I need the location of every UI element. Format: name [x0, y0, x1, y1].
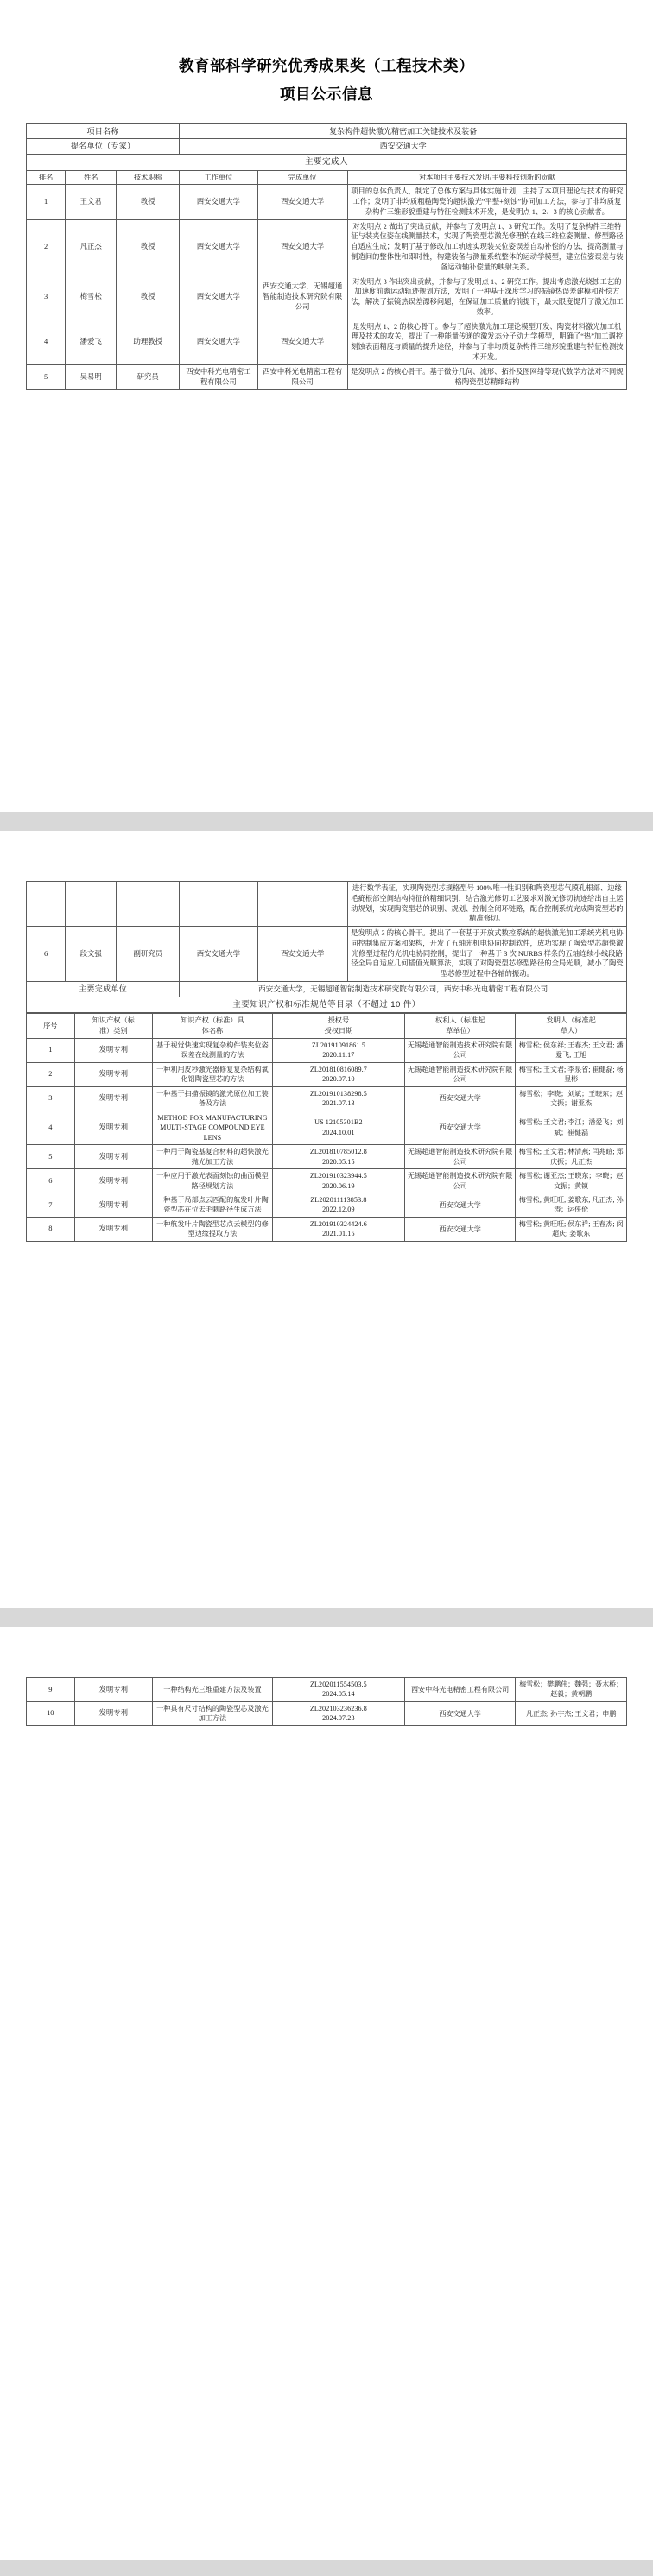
contributor-row [27, 320, 627, 364]
col-completion-unit: 完成单位 [257, 170, 347, 185]
contributor-rank: 5 [27, 364, 66, 389]
contributor-name: 凡正杰 [66, 219, 117, 275]
ip-inventors: 梅雪松; 王文君; 李泉省; 崔健磊; 杨显彬 [516, 1062, 627, 1086]
ip-grant-date: 2024.10.01 [322, 1128, 355, 1136]
contributor-work-unit: 西安交通大学 [180, 185, 257, 219]
ip-name: METHOD FOR MANUFACTURING MULTI-STAGE COMPOUND EYE LENS [152, 1111, 272, 1144]
contributor-work-unit: 西安交通大学 [180, 320, 257, 364]
contributor-row [27, 219, 627, 275]
contributor-contribution: 是发明点 1、2 的核心骨干。参与了超快激光加工理论模型开发、陶瓷材料激光加工机理及技术的攻关，提出了一种能量传递的激发态分子动力学模型，明确了“热”加工调控刻蚀表面精度与质量的提升途径，并参与了非均质复杂构件三维形貌重建与特征检测技术开发。 [347, 320, 626, 364]
ip-grant-no: ZL201910324424.6 [309, 1219, 367, 1228]
nominator-value: 西安交通大学 [180, 139, 627, 155]
contributor-title: 教授 [117, 219, 180, 275]
ip-col-inventors [516, 1014, 627, 1038]
nominator-row [27, 139, 627, 155]
ip-section-heading: 主要知识产权和标准规范等目录（不超过 10 件） [27, 997, 627, 1013]
ip-grant [272, 1678, 404, 1702]
contributor-contribution-continued: 进行数学表征，实现陶瓷型芯规格型号 100%唯一性识别和陶瓷型芯气膜孔根部、边缘毛疵根部空间结构特征的精细识别，结合激光修切工艺要求对激光修切轨迹给出自主运动规划，实现陶瓷型芯的识别、规划、控制全闭环链路，配合控制系统完成陶瓷型芯的精准修切。 [347, 882, 626, 927]
ip-category: 发明专利 [74, 1701, 152, 1725]
ip-grant-date: 2020.05.15 [322, 1157, 355, 1166]
ip-col-grant [272, 1014, 404, 1038]
ip-no: 7 [27, 1193, 75, 1217]
ip-column-header-row [27, 1014, 627, 1038]
contributor-completion-unit: 西安交通大学 [257, 320, 347, 364]
page-3 [0, 1627, 653, 2560]
contributors-heading: 主要完成人 [27, 155, 627, 171]
ip-row [27, 1145, 627, 1169]
project-name-value: 复杂构件超快激光精密加工关键技术及装备 [180, 123, 627, 139]
ip-no: 4 [27, 1111, 75, 1144]
ip-grant [272, 1038, 404, 1062]
contributor-contribution: 对发明点 3 作出突出贡献，并参与了发明点 1、2 研究工作。提出考虑激光烧蚀工艺的加速度前瞻运动轨迹规划方法，发明了一种基于深度学习的振镜热误差建模和补偿方法，解决了振镜热误差漂移问题，在保证加工质量的前提下，最大限度提升了激光加工效率。 [347, 275, 626, 320]
ip-inventors: 梅雪松；樊鹏伟；魏强；聂木桥；赵毅；黄朝鹏 [516, 1678, 627, 1702]
ip-table-part1 [26, 1013, 627, 1242]
contributor-completion-unit: 西安交通大学，无锡超通智能制造技术研究院有限公司 [257, 275, 347, 320]
contributor-rank: 3 [27, 275, 66, 320]
ip-category: 发明专利 [74, 1678, 152, 1702]
ip-category: 发明专利 [74, 1193, 152, 1217]
ip-col-holder [404, 1014, 516, 1038]
ip-inventors: 梅雪松; 谢亚杰; 王晓东；李晓；赵文振；黄镇 [516, 1169, 627, 1193]
ip-col-category-l2: 准）类别 [98, 1027, 128, 1035]
document-title-line1: 教育部科学研究优秀成果奖（工程技术类） [179, 57, 474, 74]
contributor-title: 副研究员 [117, 927, 180, 982]
ip-holder: 无锡超通智能制造技术研究院有限公司 [404, 1062, 516, 1086]
ip-holder: 西安交通大学 [404, 1086, 516, 1111]
contributor-contribution: 对发明点 2 做出了突出贡献，并参与了发明点 1、3 研究工作。发明了复杂构件三维特征与装夹位姿在线测量技术，实现了陶瓷型芯激光修理的在线三维位姿测量、修型路径自适应生成；发明了基于修改加工轨迹实现装夹位姿误差自动补偿的方法，提高测量与制造间的整体性和即时性，构建装备与测量系统整体的运动学模型，建立位姿误差与装备运动轴补偿量的映射关系。 [347, 219, 626, 275]
ip-name: 一种用于陶瓷基复合材料的超快激光抛光加工方法 [152, 1145, 272, 1169]
ip-name: 一种结构光三维重建方法及装置 [152, 1678, 272, 1702]
ip-name: 一种基于局部点云匹配的航发叶片陶瓷型芯在位去毛刺路径生成方法 [152, 1193, 272, 1217]
ip-inventors: 凡正杰; 孙宇杰; 王文君；申鹏 [516, 1701, 627, 1725]
col-rank: 排名 [27, 170, 66, 185]
contributor-work-unit: 西安中科光电精密工程有限公司 [180, 364, 257, 389]
document-title-line2: 项目公示信息 [280, 85, 373, 104]
ip-grant-no: US 12105301B2 [314, 1118, 363, 1127]
col-title: 技术职称 [117, 170, 180, 185]
contributor-name: 梅雪松 [66, 275, 117, 320]
ip-grant [272, 1145, 404, 1169]
ip-grant-no: ZL201810785012.8 [309, 1148, 367, 1156]
ip-row [27, 1169, 627, 1193]
contributor-work-unit: 西安交通大学 [180, 927, 257, 982]
contributors-continued-and-ip-table [26, 881, 627, 1013]
contributor-row-continued [27, 882, 627, 927]
ip-category: 发明专利 [74, 1169, 152, 1193]
contributor-rank: 2 [27, 219, 66, 275]
completion-units-label: 主要完成单位 [27, 982, 180, 997]
ip-grant-date: 2021.07.13 [322, 1099, 355, 1108]
ip-grant [272, 1217, 404, 1241]
contributor-contribution: 是发明点 2 的核心骨干。基于微分几何、流形、拓扑及图网络等现代数学方法对不同规格陶瓷型芯精细结构 [347, 364, 626, 389]
col-work-unit: 工作单位 [180, 170, 257, 185]
contributor-name: 潘爱飞 [66, 320, 117, 364]
ip-col-inventors-l1: 发明人（标准起 [546, 1016, 596, 1025]
contributor-work-unit: 西安交通大学 [180, 275, 257, 320]
page-gap [0, 812, 653, 831]
ip-col-name-l2: 体名称 [201, 1027, 224, 1035]
ip-no: 9 [27, 1678, 75, 1702]
ip-row [27, 1678, 627, 1702]
ip-row [27, 1111, 627, 1144]
ip-heading-row [27, 997, 627, 1013]
contributor-name: 王文君 [66, 185, 117, 219]
contributor-row [27, 364, 627, 389]
ip-grant-no: ZL201910323944.5 [309, 1172, 367, 1180]
page-gap [0, 1608, 653, 1627]
ip-grant [272, 1086, 404, 1111]
ip-row [27, 1062, 627, 1086]
ip-grant [272, 1062, 404, 1086]
ip-inventors: 梅雪松; 黄旺旺; 侯东祥; 王春杰; 闵超庆; 姜歌东 [516, 1217, 627, 1241]
ip-table-part2 [26, 1677, 627, 1726]
project-info-and-contributors-table [26, 123, 627, 390]
contributor-completion-unit: 西安交通大学 [257, 927, 347, 982]
ip-holder: 西安交通大学 [404, 1701, 516, 1725]
ip-grant-date: 2024.07.23 [322, 1714, 355, 1723]
contributor-title: 助理教授 [117, 320, 180, 364]
ip-grant-date: 2021.01.15 [322, 1230, 355, 1238]
contributor-row [27, 927, 627, 982]
ip-grant [272, 1701, 404, 1725]
contributor-rank: 1 [27, 185, 66, 219]
contributor-row [27, 185, 627, 219]
ip-inventors: 梅雪松; 黄旺旺; 姜歌东; 凡正杰; 孙涛；运侠伦 [516, 1193, 627, 1217]
contributor-contribution: 是发明点 3 的核心骨干。提出了一套基于开放式数控系统的超快激光加工系统光机电协同控制集成方案和架构，开发了五轴光机电协同控制软件，成功实现了陶瓷型芯超快激光修型过程的光机电协同控制，提出了一种基于 3 次 NURBS 样条的五轴连续小线段路径全局自适应几何插值光顺算法，实现了对陶瓷型芯修型路径的全局光顺，减小了陶瓷型芯修型过程中各轴的振动。 [347, 927, 626, 982]
ip-col-category-l1: 知识产权（标 [92, 1016, 135, 1025]
contributor-contribution: 项目的总体负责人，制定了总体方案与具体实施计划，主持了本项目理论与技术的研究工作；发明了非均质粗糙陶瓷的超快激光“平整+刻蚀”协同加工方法，参与了非均质复杂构件三维形貌重建与特征检测技术开发，是发明点 1、2、3 的核心贡献者。 [347, 185, 626, 219]
page-2-top-margin [26, 831, 627, 881]
contributor-completion-unit: 西安中科光电精密工程有限公司 [257, 364, 347, 389]
completion-units-value: 西安交通大学，无锡超通智能制造技术研究院有限公司，西安中科光电精密工程有限公司 [180, 982, 627, 997]
contributor-name: 段文强 [66, 927, 117, 982]
ip-grant-no: ZL201910138298.5 [309, 1089, 367, 1098]
ip-category: 发明专利 [74, 1145, 152, 1169]
ip-grant-no: ZL201810816089.7 [309, 1065, 367, 1073]
contributors-column-header-row [27, 170, 627, 185]
ip-no: 1 [27, 1038, 75, 1062]
ip-row [27, 1217, 627, 1241]
ip-name: 基于视觉快速实现复杂构件装夹位姿误差在线测量的方法 [152, 1038, 272, 1062]
ip-grant-date: 2020.06.19 [322, 1181, 355, 1190]
contributor-rank: 4 [27, 320, 66, 364]
ip-col-category [74, 1014, 152, 1038]
page-3-top-margin [26, 1627, 627, 1677]
ip-grant [272, 1169, 404, 1193]
ip-category: 发明专利 [74, 1062, 152, 1086]
page-2 [0, 831, 653, 1608]
project-name-label: 项目名称 [27, 123, 180, 139]
contributors-heading-row [27, 155, 627, 171]
ip-category: 发明专利 [74, 1217, 152, 1241]
ip-col-name [152, 1014, 272, 1038]
ip-inventors: 梅雪松；李晓；刘斌；王晓东；赵文振；谢亚杰 [516, 1086, 627, 1111]
contributor-title: 研究员 [117, 364, 180, 389]
ip-inventors: 梅雪松; 王文君; 李江；潘爱飞；刘斌；崔健磊 [516, 1111, 627, 1144]
ip-grant-no: ZL202103236236.8 [309, 1704, 367, 1712]
ip-col-grant-no: 授权号 [327, 1016, 350, 1025]
contributor-rank: 6 [27, 927, 66, 982]
empty-name [66, 882, 117, 927]
contributor-row [27, 275, 627, 320]
ip-name: 一种基于扫描振镜的激光原位加工装备及方法 [152, 1086, 272, 1111]
ip-no: 6 [27, 1169, 75, 1193]
ip-row [27, 1193, 627, 1217]
ip-row [27, 1038, 627, 1062]
page-1 [0, 0, 653, 812]
ip-col-grant-date: 授权日期 [324, 1027, 353, 1035]
ip-grant-date: 2024.05.14 [322, 1690, 355, 1699]
col-name: 姓名 [66, 170, 117, 185]
ip-no: 10 [27, 1701, 75, 1725]
ip-grant-date: 2020.11.17 [322, 1051, 355, 1060]
empty-completion-unit [257, 882, 347, 927]
contributor-completion-unit: 西安交通大学 [257, 185, 347, 219]
completion-units-row [27, 982, 627, 997]
ip-col-inventors-l2: 草人） [560, 1027, 582, 1035]
ip-grant-date: 2022.12.09 [322, 1206, 355, 1214]
ip-grant-no: ZL202011113853.8 [310, 1195, 367, 1204]
ip-grant-date: 2020.07.10 [322, 1075, 355, 1084]
ip-grant [272, 1111, 404, 1144]
ip-grant [272, 1193, 404, 1217]
ip-col-name-l1: 知识产权（标准）具 [181, 1016, 244, 1025]
ip-no: 8 [27, 1217, 75, 1241]
ip-holder: 西安交通大学 [404, 1217, 516, 1241]
empty-work-unit [180, 882, 257, 927]
ip-name: 一种利用皮秒激光器修复复杂结构氧化铝陶瓷型芯的方法 [152, 1062, 272, 1086]
ip-name: 一种应用于激光表面刻蚀的曲面模型路径规划方法 [152, 1169, 272, 1193]
ip-name: 一种航发叶片陶瓷型芯点云模型的修型边缘提取方法 [152, 1217, 272, 1241]
col-contribution: 对本项目主要技术发明/主要科技创新的贡献 [347, 170, 626, 185]
ip-row [27, 1086, 627, 1111]
ip-col-holder-l2: 草单位） [446, 1027, 474, 1035]
contributor-work-unit: 西安交通大学 [180, 219, 257, 275]
ip-grant-no: ZL20191091861.5 [311, 1041, 365, 1049]
project-name-row [27, 123, 627, 139]
empty-title [117, 882, 180, 927]
ip-col-holder-l1: 权利人（标准起 [434, 1016, 485, 1025]
ip-no: 2 [27, 1062, 75, 1086]
ip-holder: 无锡超通智能制造技术研究院有限公司 [404, 1145, 516, 1169]
ip-category: 发明专利 [74, 1111, 152, 1144]
ip-name: 一种具有尺寸结构的陶瓷型芯及激光加工方法 [152, 1701, 272, 1725]
ip-holder: 西安中科光电精密工程有限公司 [404, 1678, 516, 1702]
ip-row [27, 1701, 627, 1725]
ip-inventors: 梅雪松; 侯东祥; 王春杰; 王文君; 潘爱飞; 王旭 [516, 1038, 627, 1062]
ip-holder: 西安交通大学 [404, 1193, 516, 1217]
ip-no: 5 [27, 1145, 75, 1169]
ip-holder: 无锡超通智能制造技术研究院有限公司 [404, 1038, 516, 1062]
contributor-title: 教授 [117, 185, 180, 219]
ip-col-no: 序号 [27, 1014, 75, 1038]
nominator-label: 提名单位（专家） [27, 139, 180, 155]
ip-holder: 无锡超通智能制造技术研究院有限公司 [404, 1169, 516, 1193]
ip-category: 发明专利 [74, 1086, 152, 1111]
ip-grant-no: ZL202011554503.5 [309, 1680, 367, 1688]
ip-no: 3 [27, 1086, 75, 1111]
contributor-completion-unit: 西安交通大学 [257, 219, 347, 275]
contributor-title: 教授 [117, 275, 180, 320]
contributor-name: 吴易明 [66, 364, 117, 389]
empty-rank [27, 882, 66, 927]
ip-inventors: 梅雪松; 王文君; 林清燕; 闫兆暄; 郑庆振；凡正杰 [516, 1145, 627, 1169]
ip-category: 发明专利 [74, 1038, 152, 1062]
ip-holder: 西安交通大学 [404, 1111, 516, 1144]
